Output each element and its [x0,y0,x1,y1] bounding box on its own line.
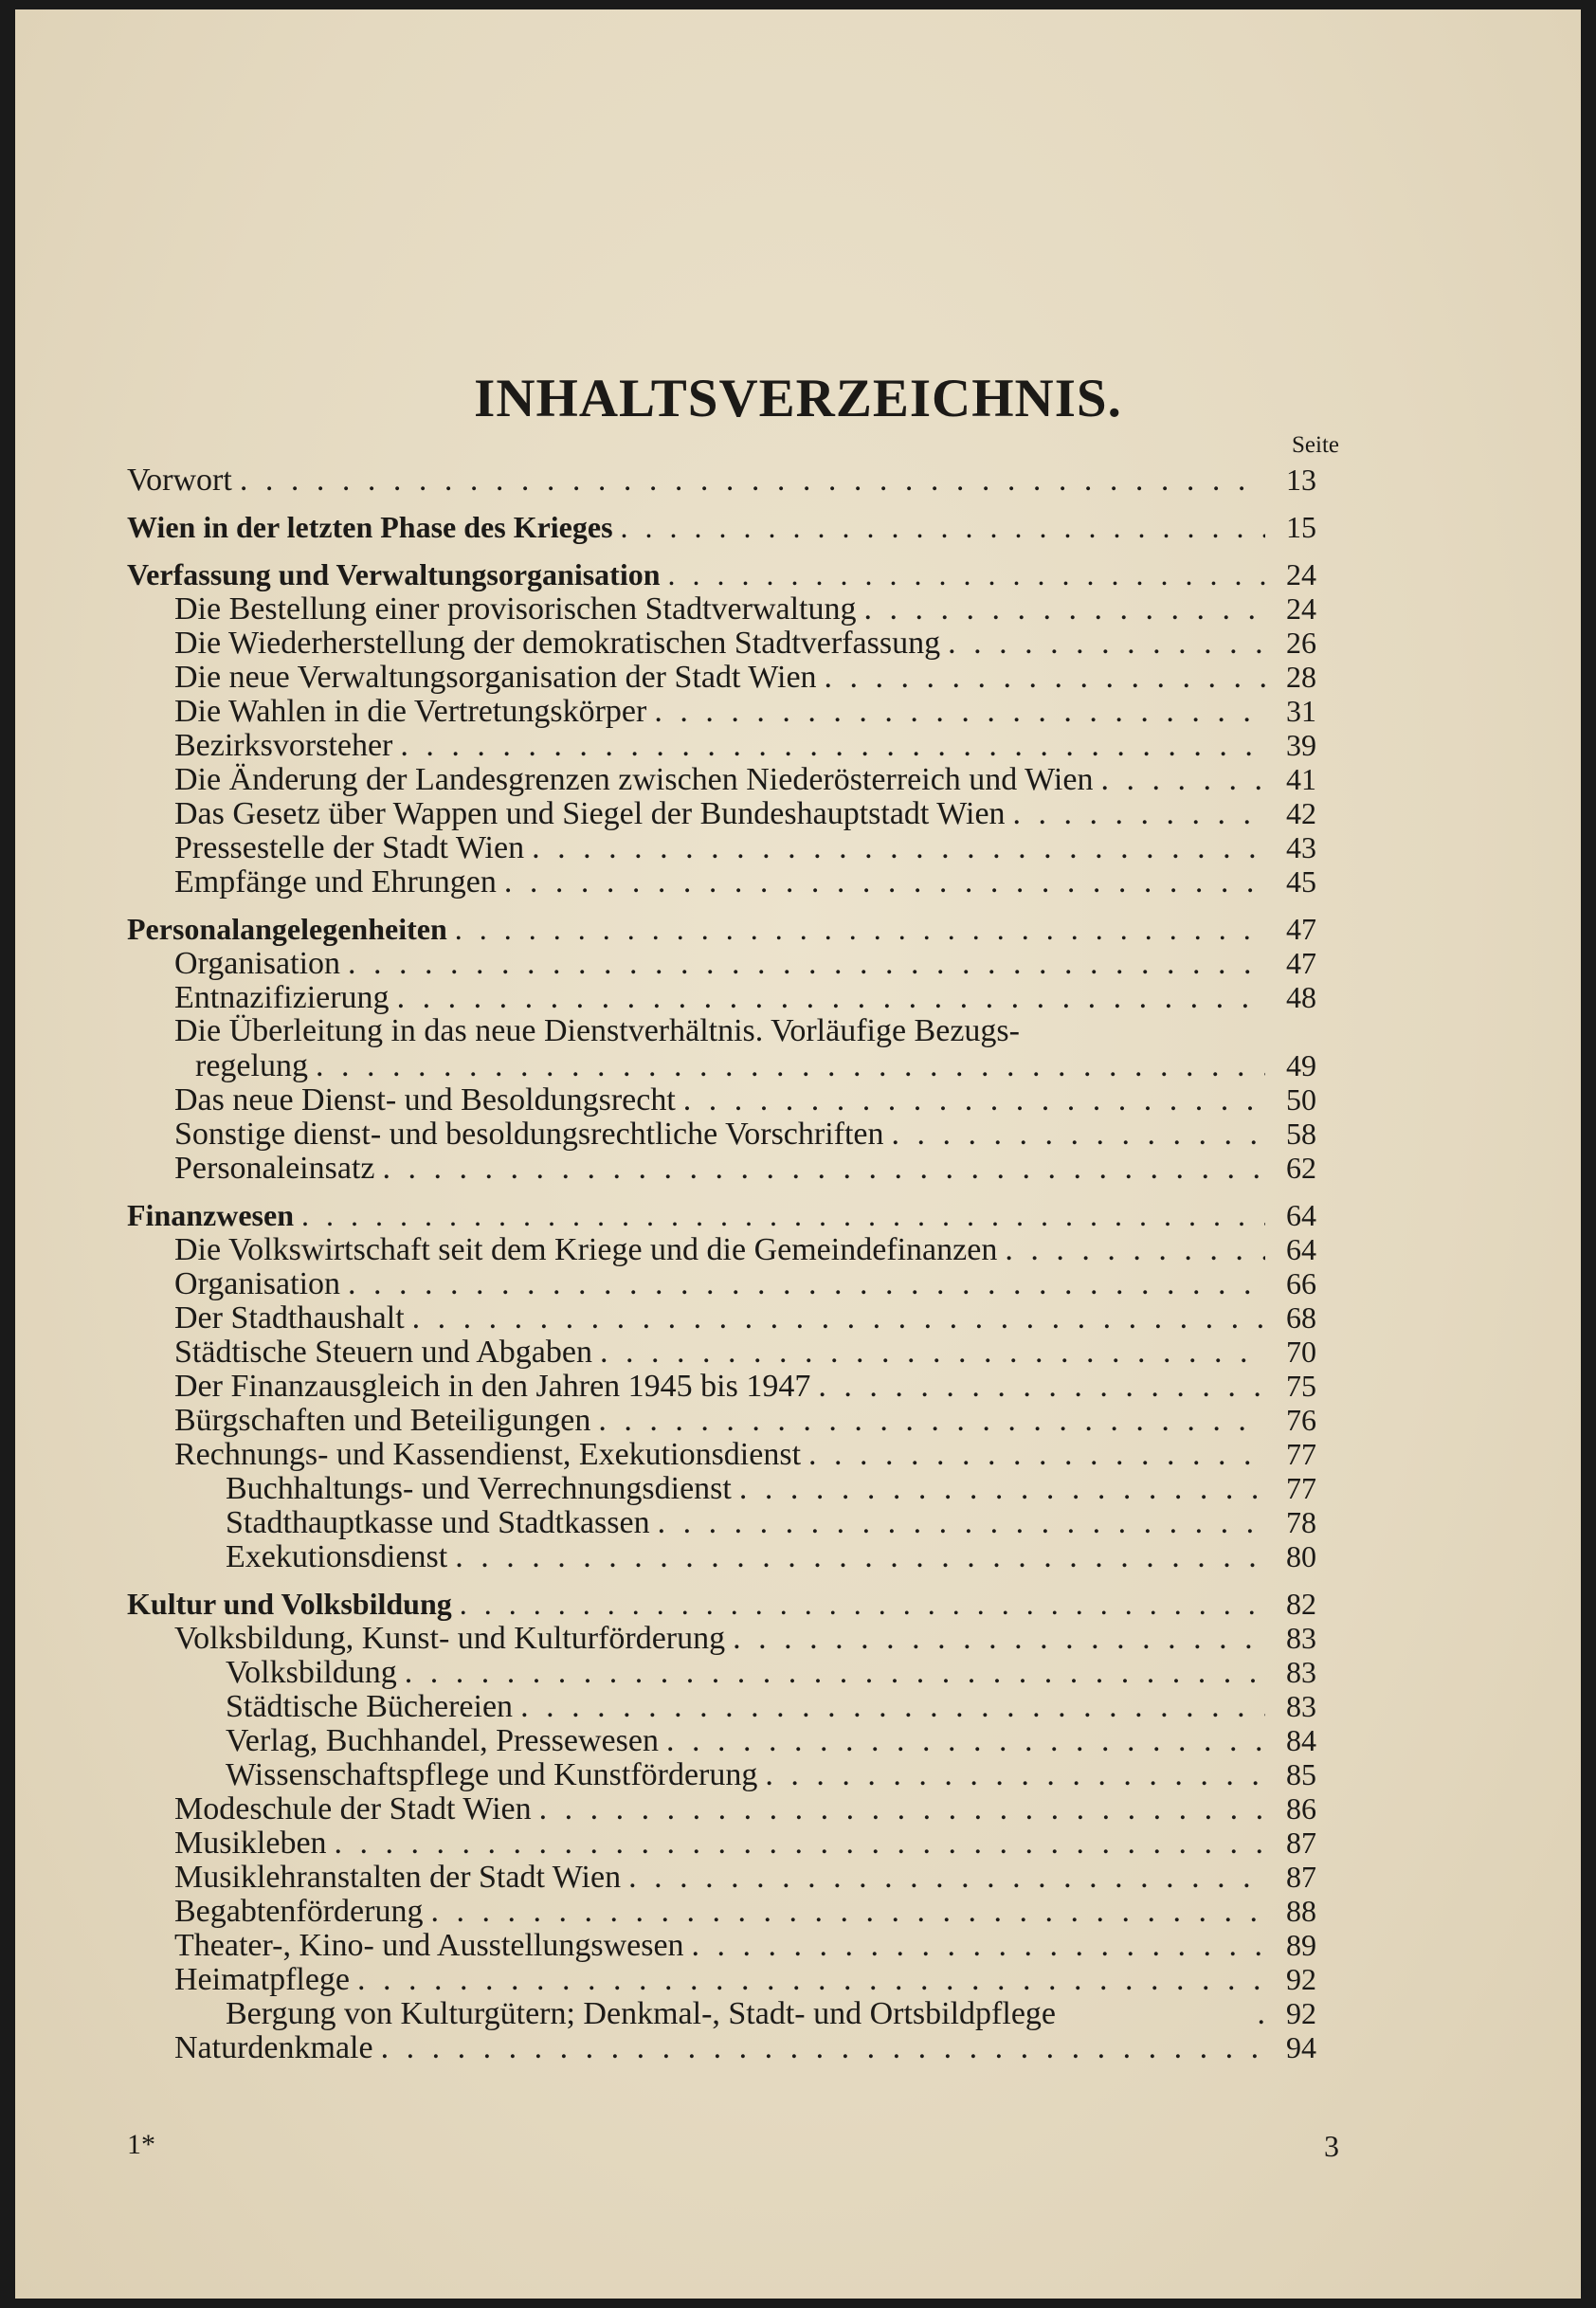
toc-entry-page: 31 [1286,694,1316,728]
toc-entry-title: regelung [195,1048,308,1083]
toc-entry [127,1791,1316,1826]
toc-entry [127,1723,1316,1757]
toc-leader [621,510,1265,544]
toc-entry-page: 50 [1286,1082,1316,1117]
toc-entry-page: 64 [1286,1232,1316,1266]
toc-entry [127,728,1316,762]
toc-entry-title: Musiklehranstalten der Stadt Wien [174,1860,622,1895]
toc-entry [127,510,1316,544]
toc-entry-title: Kultur und Volksbildung [127,1587,452,1621]
toc-leader [539,1792,1265,1826]
toc-entry-title: Personaleinsatz [174,1151,375,1186]
toc-entry [127,463,1316,497]
toc-entry-page: 49 [1286,1048,1316,1082]
toc-entry-title: Volksbildung, Kunst- und Kulturförderung [174,1621,726,1656]
toc-entry-title: Wissenschaftspflege und Kunstförderung [226,1757,758,1792]
toc-entry-title: Die Änderung der Landesgrenzen zwischen Niederösterreich und Wien [174,762,1094,797]
toc-entry [127,694,1316,728]
toc-entry [127,626,1316,660]
toc-entry-page: 48 [1286,980,1316,1014]
toc-entry [127,1587,1316,1621]
toc-entry-page: 64 [1286,1198,1316,1232]
toc-leader [658,1506,1265,1540]
toc-entry-page: 62 [1286,1151,1316,1185]
toc-leader [316,1049,1265,1083]
toc-entry-title: Musikleben [174,1826,327,1861]
toc-leader [301,1198,1265,1232]
toc-entry-page: 78 [1286,1505,1316,1539]
toc-entry-page: 89 [1286,1928,1316,1962]
page-number: 3 [1324,2129,1339,2163]
toc-entry-page: 24 [1286,557,1316,591]
toc-entry-page: 47 [1286,912,1316,946]
toc-entry-page: 77 [1286,1471,1316,1505]
toc-entry [127,1928,1316,1962]
toc-entry-page: 85 [1286,1757,1316,1791]
toc-entry-title: Städtische Steuern und Abgaben [174,1335,592,1370]
toc-entry-title: Exekutionsdienst [226,1539,448,1574]
toc-entry-title: Städtische Büchereien [226,1689,514,1724]
toc-entry-page: 47 [1286,946,1316,980]
toc-leader [412,1301,1265,1336]
toc-entry-page: 39 [1286,728,1316,762]
toc-entry-title: Die Volkswirtschaft seit dem Kriege und die Gemeindefinanzen [174,1232,998,1267]
toc-entry-title: Volksbildung [226,1655,397,1690]
toc-leader [765,1758,1265,1792]
toc-leader [348,1267,1265,1301]
page-title: INHALTSVERZEICHNIS. [474,369,1122,428]
toc-leader [357,1963,1265,1997]
table-of-contents [127,463,1316,2064]
document-page [15,9,1581,2299]
toc-entry [127,980,1316,1014]
toc-entry-page: 80 [1286,1539,1316,1573]
toc-entry [127,1198,1316,1232]
toc-entry-page: 28 [1286,660,1316,694]
toc-entry [127,1300,1316,1335]
toc-leader [400,729,1265,763]
toc-entry-page: 45 [1286,864,1316,899]
toc-leader [1005,1233,1265,1267]
toc-entry [127,1826,1316,1860]
toc-entry-title: Das Gesetz über Wappen und Siegel der Bundeshauptstadt Wien [174,796,1006,831]
toc-entry-page: 13 [1286,463,1316,497]
toc-leader [808,1438,1265,1472]
toc-entry [127,1437,1316,1471]
toc-entry-title: Begabtenförderung [174,1894,424,1929]
toc-leader [455,1540,1265,1574]
toc-entry [127,1369,1316,1403]
toc-entry-page: 94 [1286,2030,1316,2064]
toc-leader [683,1083,1265,1118]
toc-entry-title: Der Stadthaushalt [174,1300,405,1336]
toc-entry-title: Die Wahlen in die Vertretungskörper [174,694,647,729]
toc-leader [1013,797,1265,831]
toc-leader [666,1724,1265,1758]
toc-leader [864,592,1266,627]
toc-entry [127,1082,1316,1117]
toc-leader [628,1861,1265,1895]
toc-leader [504,865,1265,900]
toc-entry-title: Die Wiederherstellung der demokratischen Stadtverfassung [174,626,941,661]
toc-entry-title: Bergung von Kulturgütern; Denkmal-, Stadt- und Ortsbildpflege [226,1996,1056,2031]
toc-entry-title: Theater-, Kino- und Ausstellungswesen [174,1928,684,1963]
toc-entry [127,946,1316,980]
toc-entry [127,762,1316,796]
toc-entry [127,912,1316,946]
toc-leader [460,1587,1265,1621]
page-column-label: Seite [1292,432,1339,458]
toc-entry-page: 68 [1286,1300,1316,1335]
toc-entry-page: 86 [1286,1791,1316,1826]
toc-leader [532,831,1265,865]
toc-entry-page: 83 [1286,1655,1316,1689]
toc-leader [430,1895,1265,1929]
toc-entry-title: Heimatpflege [174,1962,351,1997]
toc-entry-title: Pressestelle der Stadt Wien [174,830,525,865]
toc-leader [397,981,1265,1015]
toc-leader [948,627,1265,661]
toc-entry-page: 77 [1286,1437,1316,1471]
toc-entry-title: Personalangelegenheiten [127,912,447,946]
toc-entry [127,796,1316,830]
toc-leader [1100,763,1265,797]
toc-entry-page: 84 [1286,1723,1316,1757]
toc-entry [127,1689,1316,1723]
toc-entry-page: 82 [1286,1587,1316,1621]
toc-entry-page: 66 [1286,1266,1316,1300]
toc-entry [127,1014,1316,1048]
toc-leader [383,1152,1266,1186]
toc-entry [127,1860,1316,1894]
toc-entry-title: Die Überleitung in das neue Dienstverhältnis. Vorläufige Bezugs- [174,1013,1020,1048]
toc-leader [405,1656,1265,1690]
toc-entry [127,557,1316,591]
toc-entry [127,1048,1316,1082]
toc-leader [654,695,1265,729]
toc-entry-title: Das neue Dienst- und Besoldungsrecht [174,1082,676,1118]
toc-entry [127,830,1316,864]
toc-entry-title: Entnazifizierung [174,980,390,1015]
toc-leader [348,947,1265,981]
toc-entry-title: Die neue Verwaltungsorganisation der Stadt Wien [174,660,817,695]
toc-entry-title: Wien in der letzten Phase des Krieges [127,510,613,544]
toc-entry [127,1403,1316,1437]
toc-leader [598,1404,1265,1438]
signature-mark: 1* [127,2129,155,2160]
toc-entry-page: 88 [1286,1894,1316,1928]
toc-entry [127,864,1316,899]
toc-leader [240,463,1265,498]
toc-entry-title: Organisation [174,946,341,981]
toc-entry-title: Sonstige dienst- und besoldungsrechtliche Vorschriften [174,1117,884,1152]
toc-entry [127,1757,1316,1791]
toc-entry-title: Finanzwesen [127,1198,294,1232]
toc-entry-page: 15 [1286,510,1316,544]
toc-entry [127,1505,1316,1539]
toc-entry-page: 87 [1286,1826,1316,1860]
toc-entry [127,591,1316,626]
toc-leader [818,1370,1265,1404]
toc-entry-title: Die Bestellung einer provisorischen Stadtverwaltung [174,591,857,627]
toc-entry-title: Stadthauptkasse und Stadtkassen [226,1505,650,1540]
toc-entry [127,1539,1316,1573]
toc-entry-title: Empfänge und Ehrungen [174,864,497,900]
toc-entry [127,1962,1316,1996]
toc-leader [381,2031,1265,2065]
toc-entry [127,1266,1316,1300]
toc-entry [127,1894,1316,1928]
toc-entry-page: 83 [1286,1621,1316,1655]
toc-entry [127,1655,1316,1689]
toc-entry-page: 92 [1286,1962,1316,1996]
toc-entry [127,1471,1316,1505]
toc-entry-page: 58 [1286,1117,1316,1151]
toc-entry-title: Naturdenkmale [174,2030,373,2065]
toc-entry-title: Bürgschaften und Beteiligungen [174,1403,591,1438]
toc-entry-title: Verlag, Buchhandel, Pressewesen [226,1723,659,1758]
toc-leader [733,1622,1265,1656]
toc-leader [520,1690,1265,1724]
toc-entry-title: Vorwort [127,463,232,498]
toc-entry [127,1621,1316,1655]
toc-entry-title: Buchhaltungs- und Verrechnungsdienst [226,1471,732,1506]
toc-entry-title: Modeschule der Stadt Wien [174,1791,532,1826]
toc-entry-title: Verfassung und Verwaltungsorganisation [127,557,661,591]
toc-entry [127,1996,1316,2030]
toc-entry-page: 43 [1286,830,1316,864]
toc-entry [127,2030,1316,2064]
toc-leader [739,1472,1265,1506]
toc-leader [600,1336,1265,1370]
toc-leader [668,557,1265,591]
toc-leader [692,1929,1265,1963]
toc-entry-page: 41 [1286,762,1316,796]
toc-entry [127,1335,1316,1369]
toc-leader [825,661,1265,695]
toc-entry-title: Organisation [174,1266,341,1301]
toc-entry-page: 26 [1286,626,1316,660]
toc-entry [127,660,1316,694]
toc-leader [455,912,1265,946]
toc-leader [892,1118,1265,1152]
toc-entry-page: 70 [1286,1335,1316,1369]
toc-entry-title: Bezirksvorsteher [174,728,393,763]
toc-entry-page: 24 [1286,591,1316,626]
toc-entry [127,1232,1316,1266]
toc-entry [127,1151,1316,1185]
toc-entry-page: 83 [1286,1689,1316,1723]
toc-entry-page: 75 [1286,1369,1316,1403]
toc-entry-page: 87 [1286,1860,1316,1894]
toc-entry [127,1117,1316,1151]
toc-entry-title: Der Finanzausgleich in den Jahren 1945 bis 1947 [174,1369,811,1404]
toc-entry-page: 42 [1286,796,1316,830]
toc-entry-title: Rechnungs- und Kassendienst, Exekutionsdienst [174,1437,802,1472]
toc-entry-page: 92 [1286,1996,1316,2030]
toc-entry-page: 76 [1286,1403,1316,1437]
toc-leader [335,1826,1265,1861]
toc-leader: . [1257,1996,1265,2031]
